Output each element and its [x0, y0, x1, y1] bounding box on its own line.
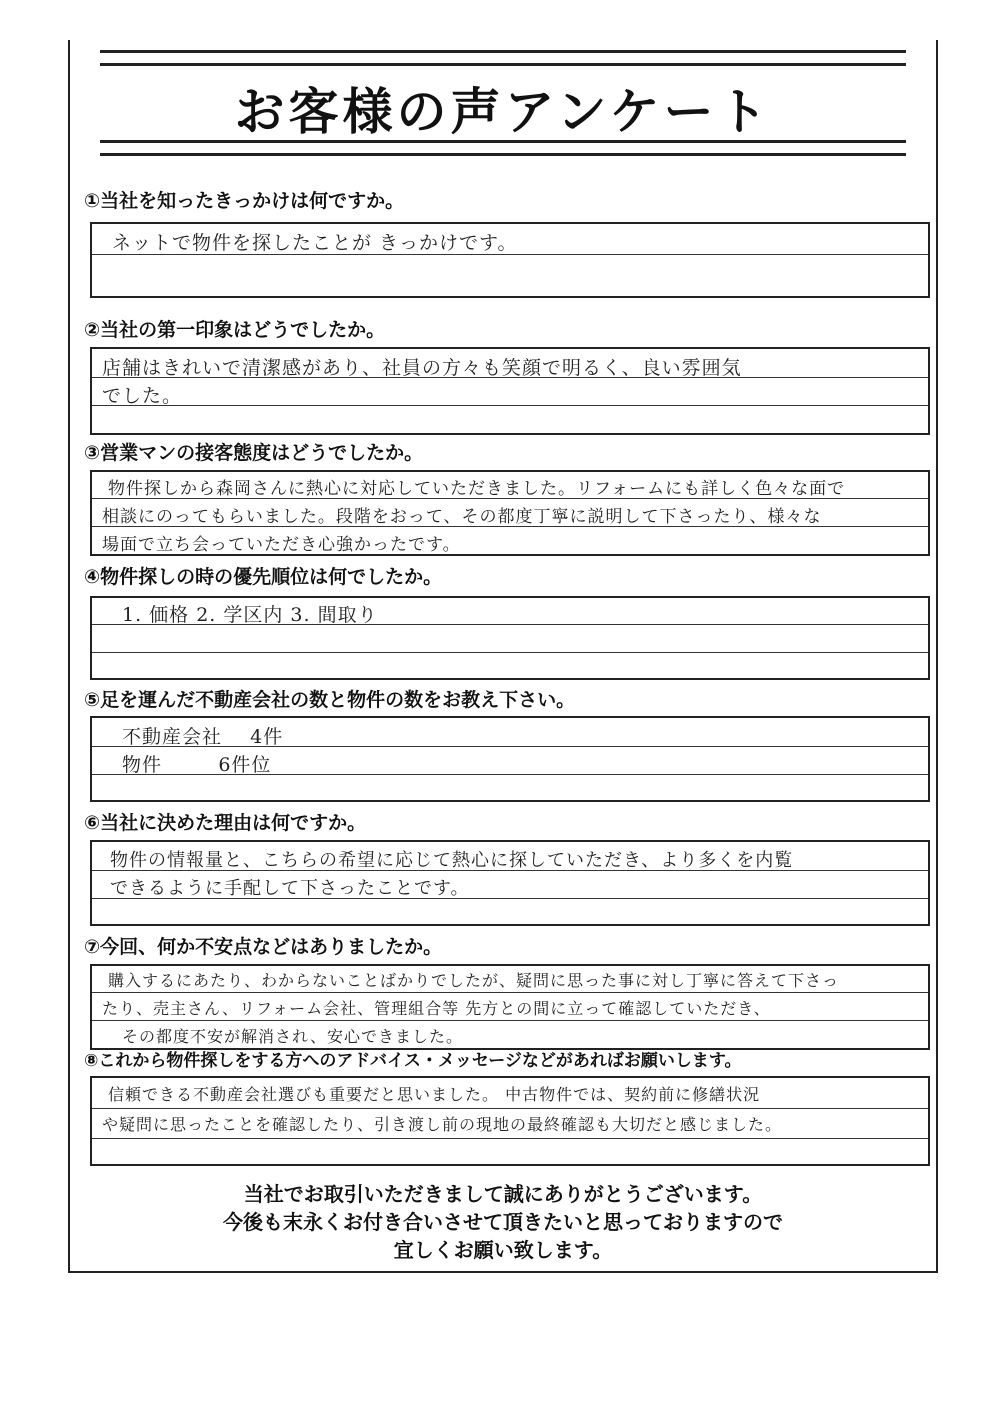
- question-8-label: ⑧これから物件探しをする方へのアドバイス・メッセージなどがあればお願いします。: [84, 1051, 742, 1071]
- answer-line: でした。: [102, 385, 183, 407]
- answer-line: できるように手配して下さったことです。: [110, 878, 470, 899]
- question-6-label: ⑥当社に決めた理由は何ですか。: [84, 812, 367, 834]
- closing-line-2: 今後も末永くお付き合いさせて頂きたいと思っておりますので: [223, 1210, 783, 1234]
- question-3-label: ③営業マンの接客態度はどうでしたか。: [84, 442, 424, 464]
- title-double-rule: [100, 140, 906, 156]
- page-title: お客様の声アンケート: [234, 83, 772, 141]
- answer-line: 物件探しから森岡さんに熱心に対応していただきました。リフォームにも詳しく色々な面で: [108, 479, 846, 499]
- question-7-label: ⑦今回、何か不安点などはありましたか。: [84, 936, 443, 958]
- question-5-label: ⑤足を運んだ不動産会社の数と物件の数をお教え下さい。: [84, 689, 576, 711]
- answer-line: その都度不安が解消され、安心できました。: [122, 1027, 463, 1046]
- answer-line: ネットで物件を探したことが きっかけです。: [112, 232, 518, 254]
- question-1-answer-box: [90, 222, 930, 298]
- answer-line: 信頼できる不動産会社選びも重要だと思いました。 中古物件では、契約前に修繕状況: [108, 1085, 761, 1104]
- question-6-answer-box: [90, 840, 930, 926]
- question-2-label: ②当社の第一印象はどうでしたか。: [84, 319, 386, 341]
- question-2-answer-box: [90, 347, 930, 435]
- question-4-label: ④物件探しの時の優先順位は何でしたか。: [84, 566, 443, 588]
- answer-line: 1. 価格 2. 学区内 3. 間取り: [122, 604, 378, 626]
- question-7-answer-box: [90, 964, 930, 1050]
- answer-line: たり、売主さん、リフォーム会社、管理組合等 先方との間に立って確認していただき、: [102, 999, 771, 1018]
- closing-line-3: 宜しくお願い致します。: [393, 1238, 613, 1262]
- answer-line: 物件 6件位: [122, 754, 272, 776]
- question-4-answer-box: [90, 596, 930, 680]
- answer-line: や疑問に思ったことを確認したり、引き渡し前の現地の最終確認も大切だと感じました。: [102, 1115, 783, 1134]
- closing-line-1: 当社でお取引いただきまして誠にありがとうございます。: [243, 1182, 763, 1206]
- question-3-answer-box: [90, 470, 930, 556]
- answer-line: 不動産会社 4件: [122, 726, 284, 748]
- answer-line: 相談にのってもらいました。段階をおって、その都度丁寧に説明して下さったり、様々な: [102, 507, 822, 527]
- survey-sheet: [68, 40, 938, 1273]
- question-8-answer-box: [90, 1076, 930, 1166]
- answer-line: 物件の情報量と、こちらの希望に応じて熱心に探していただき、より多くを内覧: [110, 850, 794, 871]
- question-1-label: ①当社を知ったきっかけは何ですか。: [84, 190, 405, 212]
- answer-line: 店舗はきれいで清潔感があり、社員の方々も笑顔で明るく、良い雰囲気: [102, 357, 742, 379]
- answer-line: 場面で立ち会っていただき心強かったです。: [102, 535, 461, 555]
- question-5-answer-box: [90, 716, 930, 802]
- answer-line: 購入するにあたり、わからないことばかりでしたが、疑問に思った事に対し丁寧に答えて下さっ: [108, 971, 840, 990]
- top-double-rule: [100, 50, 906, 66]
